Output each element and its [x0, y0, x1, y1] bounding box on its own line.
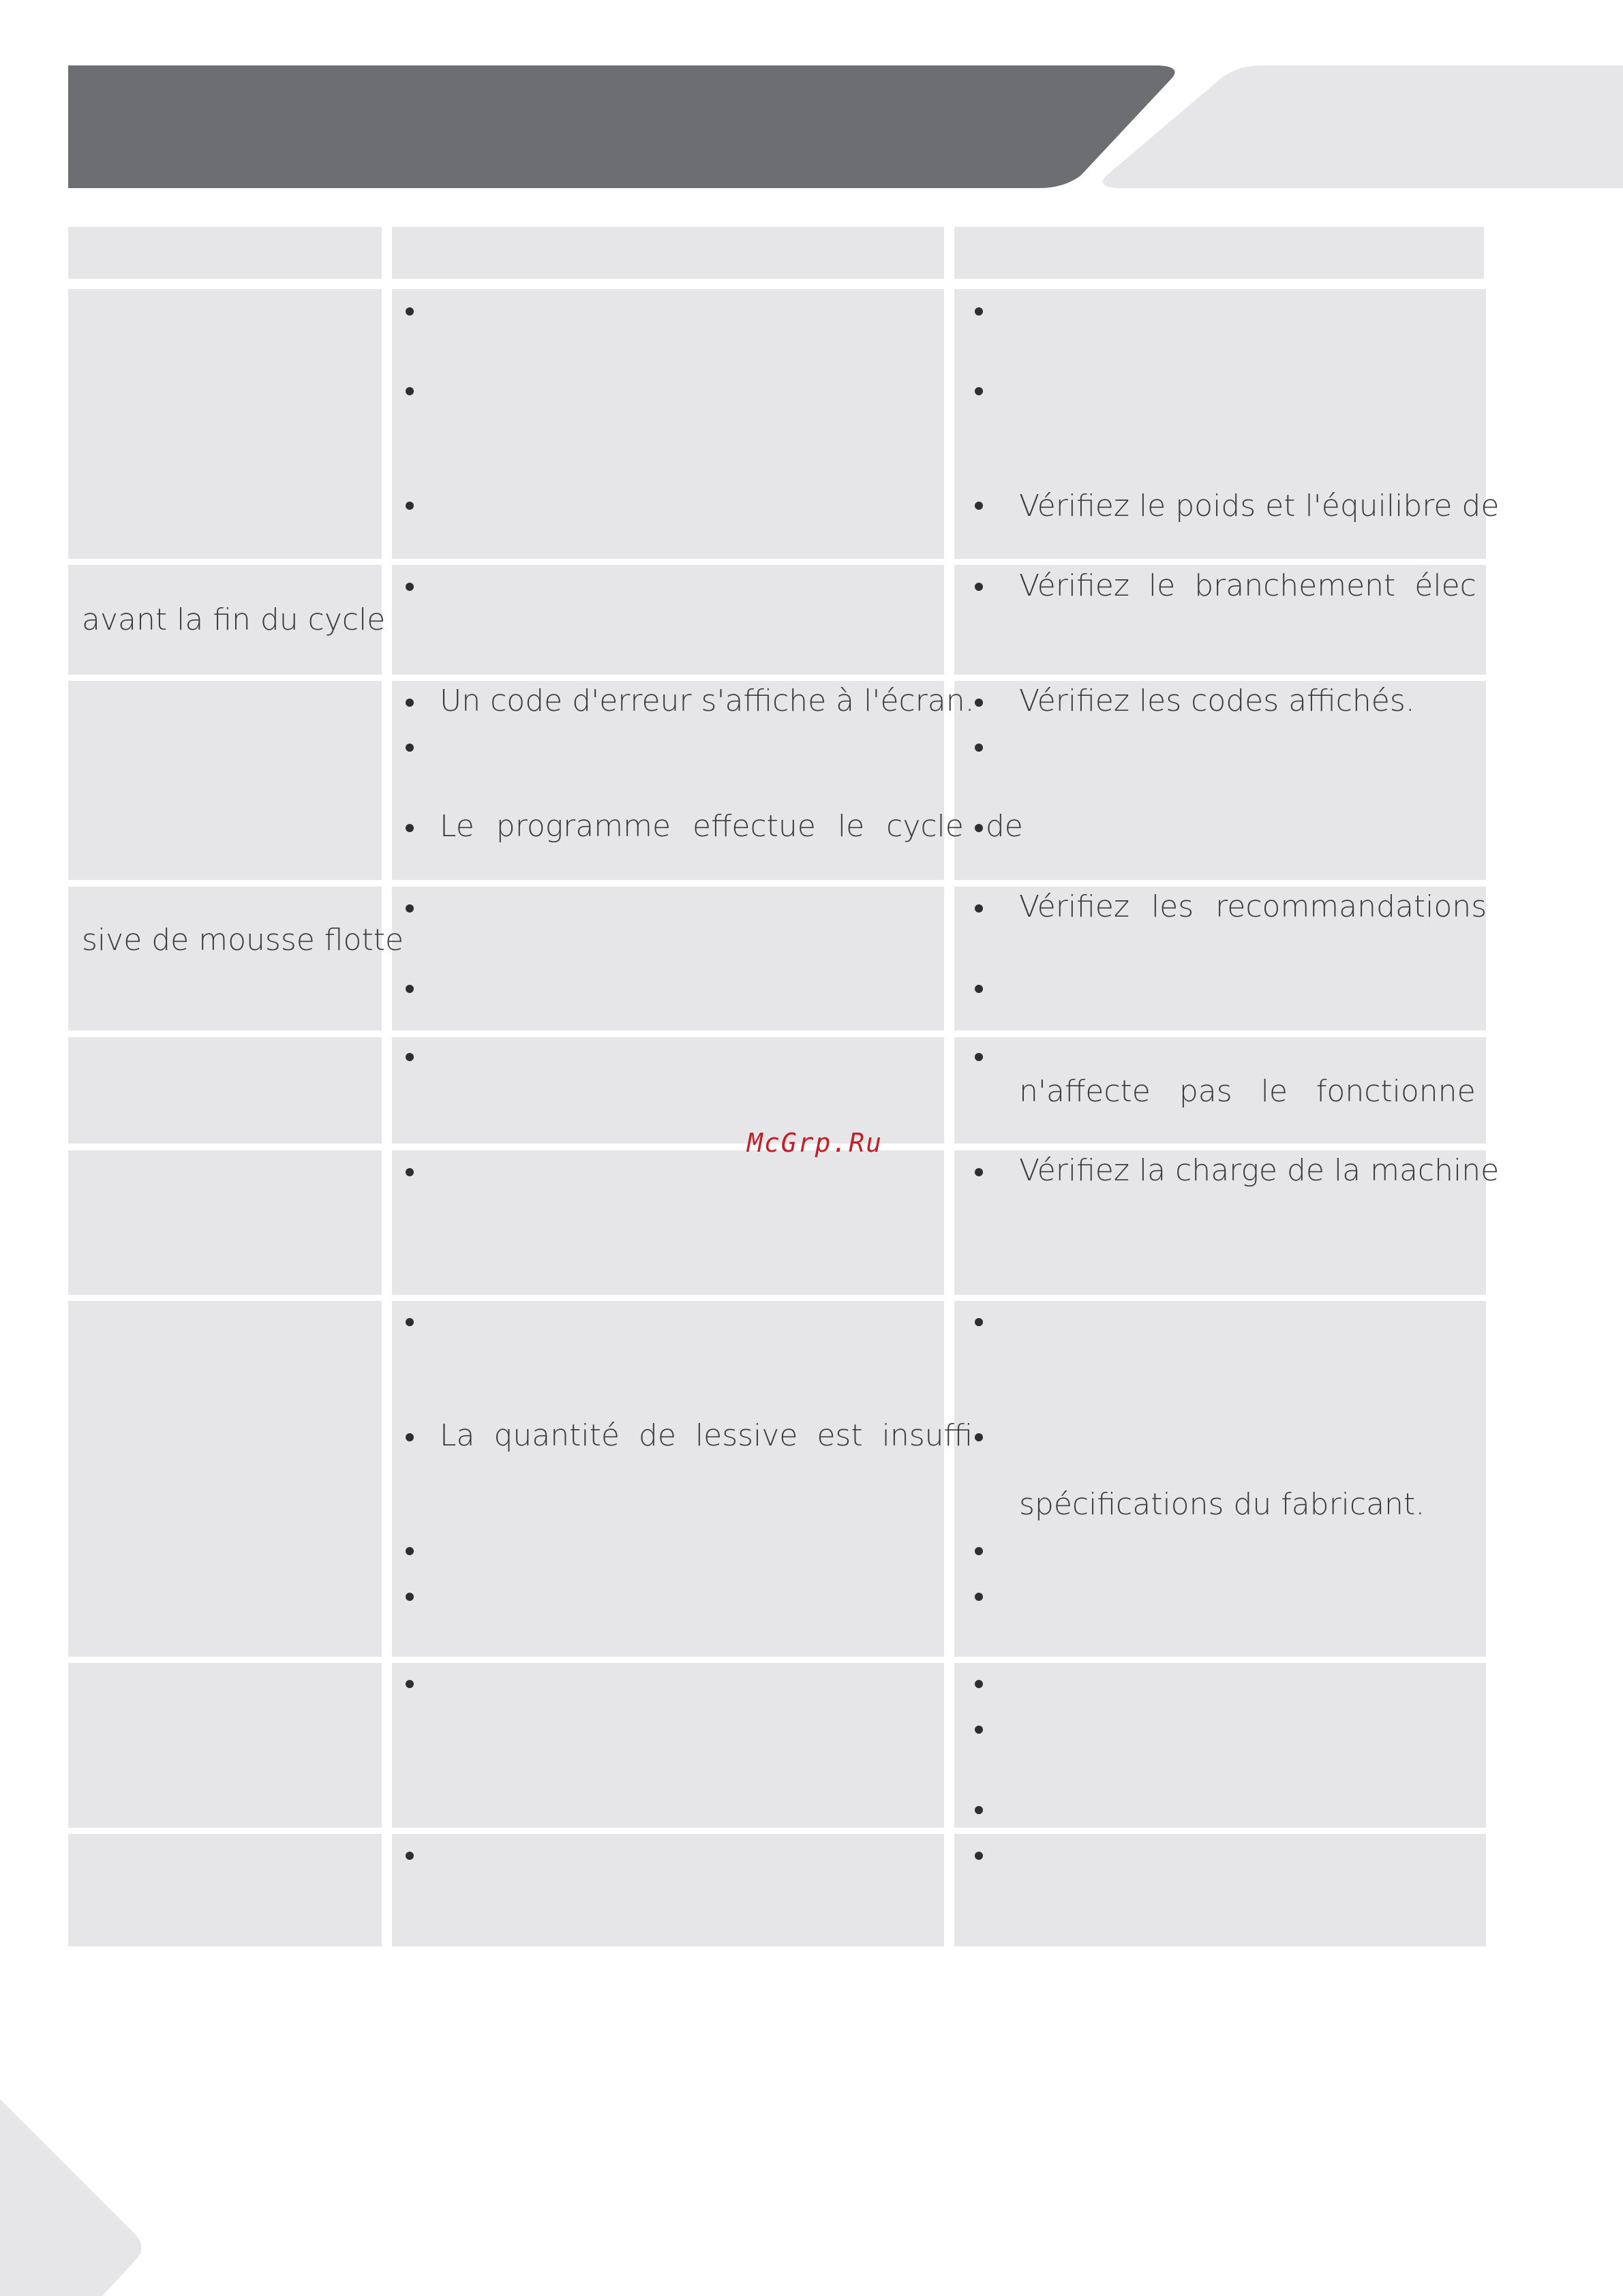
- bullet: [975, 387, 983, 395]
- row-3-col2-line-3: Le programme effectue le cycle de: [440, 809, 1023, 844]
- bullet: [975, 904, 983, 913]
- table-row-7-col3: [954, 1301, 1486, 1657]
- table-row-6-col1: [68, 1150, 382, 1295]
- row-3-col3-line-1: Vérifiez les codes affichés.: [1019, 684, 1415, 718]
- bullet: [975, 583, 983, 591]
- table-row-9-col1: [68, 1834, 382, 1946]
- row-2-col1-text: avant la fin du cycle: [82, 602, 386, 637]
- row-7-col3-line-3: spécifications du fabricant.: [1019, 1487, 1425, 1522]
- bullet: [975, 502, 983, 510]
- table-row-6-col2: [392, 1150, 944, 1295]
- table-row-7-col1: [68, 1301, 382, 1657]
- bullet: [975, 1318, 983, 1326]
- table-header-col1: [68, 227, 382, 279]
- bullet: [406, 387, 414, 395]
- table-row-5-col1: [68, 1037, 382, 1144]
- row-2-col3-line-1: Vérifiez le branchement élec: [1019, 568, 1476, 603]
- bullet: [975, 1680, 983, 1688]
- header-banner-dark: [68, 65, 1175, 188]
- bullet: [406, 307, 414, 316]
- table-row-1-col1: [68, 289, 382, 559]
- table-row-4-col2: [392, 887, 944, 1030]
- bullet: [406, 824, 414, 832]
- table-row-9-col2: [392, 1834, 944, 1946]
- table-row-2-col2: [392, 565, 944, 675]
- table-row-9-col3: [954, 1834, 1486, 1946]
- bullet: [975, 1433, 983, 1441]
- row-5-col3-line-2: n'affecte pas le fonctionne: [1019, 1074, 1476, 1109]
- bullet: [406, 1680, 414, 1688]
- watermark: McGrp.Ru: [747, 1128, 883, 1158]
- table-row-4-col1: [68, 887, 382, 1030]
- row-4-col3-line-1: Vérifiez les recommandations: [1019, 889, 1487, 924]
- bullet: [406, 904, 414, 913]
- table-row-8-col3: [954, 1663, 1486, 1828]
- bullet: [406, 1593, 414, 1601]
- bullet: [406, 1053, 414, 1061]
- bullet: [406, 583, 414, 591]
- bullet: [975, 1593, 983, 1601]
- bullet: [975, 744, 983, 752]
- bullet: [975, 1726, 983, 1734]
- bullet: [406, 985, 414, 993]
- bullet: [975, 1168, 983, 1176]
- table-header-col2: [392, 227, 944, 279]
- row-4-col1-text: sive de mousse flotte: [82, 923, 404, 958]
- bullet: [975, 699, 983, 707]
- bullet: [406, 1433, 414, 1441]
- bullet: [406, 502, 414, 510]
- bullet: [406, 1547, 414, 1555]
- header-banner: [0, 0, 1623, 198]
- row-3-col2-line-1: Un code d'erreur s'affiche à l'écran.: [440, 684, 975, 718]
- header-banner-light-tab: [1103, 65, 1623, 188]
- bullet: [406, 1168, 414, 1176]
- bullet: [406, 1318, 414, 1326]
- bullet: [406, 699, 414, 707]
- bullet: [975, 1547, 983, 1555]
- table-row-7-col2: [392, 1301, 944, 1657]
- row-7-col2-line-2: La quantité de lessive est insuffi: [440, 1418, 973, 1453]
- bullet: [975, 1806, 983, 1814]
- bullet: [975, 985, 983, 993]
- bullet: [406, 744, 414, 752]
- bullet: [975, 307, 983, 316]
- row-6-col3-line-1: Vérifiez la charge de la machine: [1019, 1153, 1500, 1188]
- bullet: [975, 1053, 983, 1061]
- bullet: [975, 1852, 983, 1860]
- bullet: [406, 1852, 414, 1860]
- corner-decoration: [0, 2085, 164, 2296]
- row-1-col3-line-3: Vérifiez le poids et l'équilibre de: [1019, 489, 1500, 523]
- table-row-8-col1: [68, 1663, 382, 1828]
- table-row-8-col2: [392, 1663, 944, 1828]
- table-row-1-col2: [392, 289, 944, 559]
- table-row-3-col1: [68, 681, 382, 880]
- table-header-col3: [954, 227, 1484, 279]
